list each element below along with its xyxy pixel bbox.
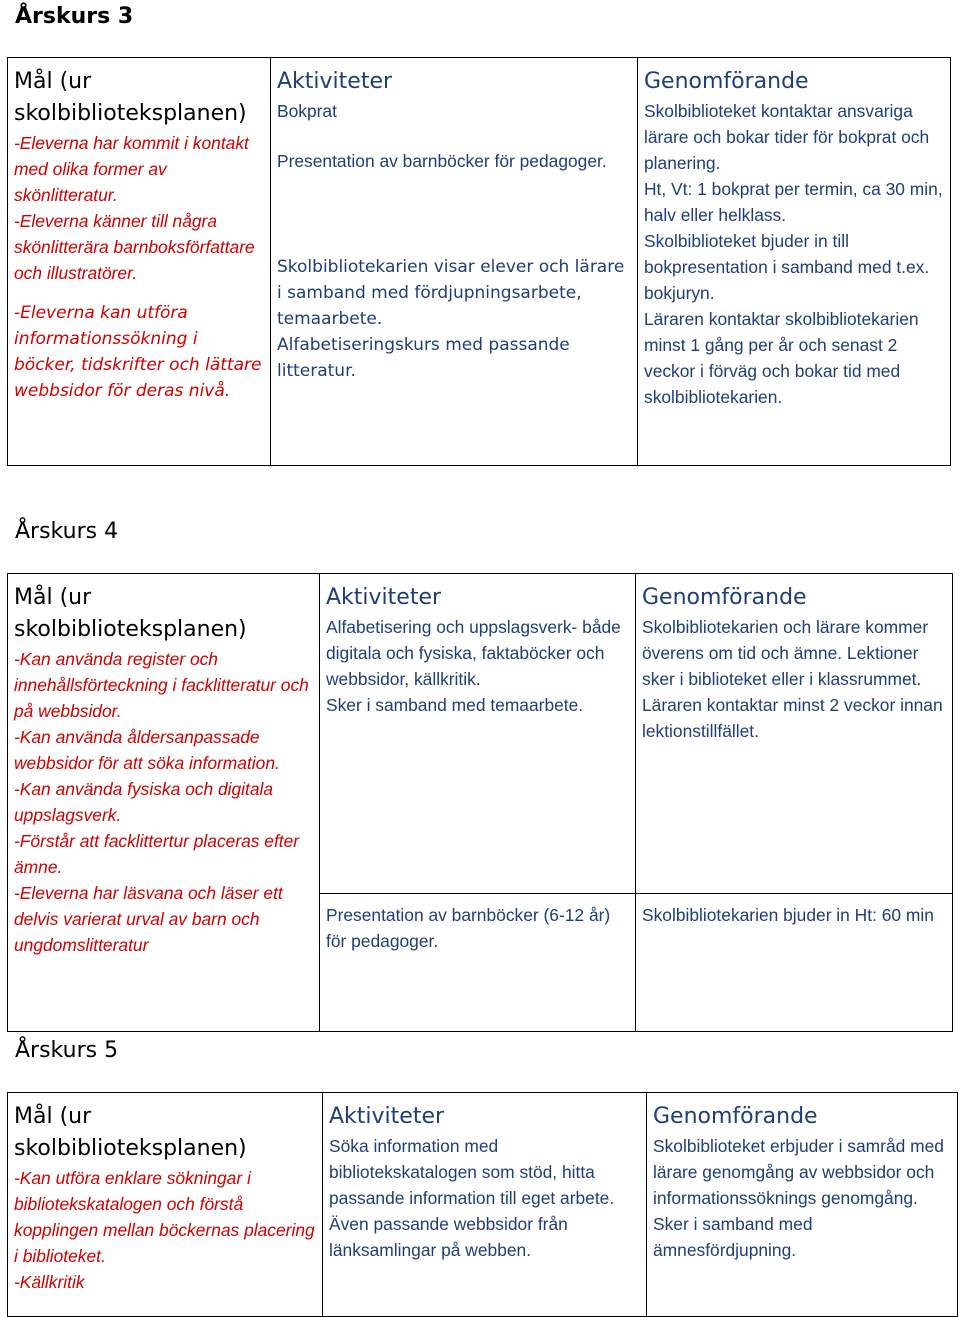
plan-table-ak4 [7, 573, 953, 1032]
goal-cell [8, 1093, 323, 1317]
implementation-cell [638, 58, 951, 466]
implementation-cell [636, 574, 953, 894]
activity-text: Presentation av barnböcker (6-12 år) för pedagoger. [326, 905, 611, 951]
activities-header: Aktiviteter [277, 69, 393, 94]
goal-header: Mål (ur skolbiblioteksplanen) [14, 585, 247, 642]
goal-text: -Kan utföra enklare sökningar i bibliotekskatalogen och förstå kopplingen mellan böckernas placering i biblioteket. -Källkritik [14, 1168, 315, 1292]
implementation-header: Genomförande [653, 1104, 818, 1129]
activities-cell [320, 894, 636, 1032]
activity-text: Alfabetisering och uppslagsverk- både digitala och fysiska, faktaböcker och webbsidor, källkritik. Sker i samband med temaarbete. [326, 617, 621, 715]
table-row [8, 58, 951, 466]
plan-table-ak5 [7, 1092, 958, 1317]
activity-text: Skolbibliotekarien visar elever och lärare i samband med fördjupningsarbete, temaarbete. Alfabetiseringskurs med passande litteratur. [277, 257, 625, 381]
implementation-header: Genomförande [644, 69, 809, 94]
implementation-header: Genomförande [642, 585, 807, 610]
goal-cell [8, 574, 320, 1032]
implementation-cell [636, 894, 953, 1032]
section-title-ak3: Årskurs 3 [15, 4, 134, 29]
activity-text: Bokprat Presentation av barnböcker för pedagoger. [277, 101, 607, 171]
implementation-text: Skolbiblioteket kontaktar ansvariga lärare och bokar tider för bokprat och planering. Ht, Vt: 1 bokprat per termin, ca 30 min, halv eller helklass. Skolbiblioteket bjuder in till bokpresentation i samband med t.ex. bokjuryn. Läraren kontaktar skolbibliotekarien minst 1 gång per år och senast 2 veckor i förväg och bokar tid med skolbibliotekarien. [644, 101, 943, 407]
goal-header: Mål (ur skolbiblioteksplanen) [14, 1104, 247, 1161]
table-row [8, 1093, 958, 1317]
activities-cell [320, 574, 636, 894]
section-title-ak5: Årskurs 5 [15, 1038, 119, 1063]
activities-header: Aktiviteter [329, 1104, 445, 1129]
activities-cell [271, 58, 638, 466]
implementation-cell [647, 1093, 958, 1317]
goal-text: -Kan använda register och innehållsförteckning i facklitteratur och på webbsidor. -Kan använda åldersanpassade webbsidor för att söka information. -Kan använda fysiska och digitala uppslagsverk. -Förstår att facklittertur placeras efter ämne. -Eleverna har läsvana och läser ett delvis varierat urval av barn och ungdomslitteratur [14, 649, 309, 955]
goal-cell [8, 58, 271, 466]
activities-header: Aktiviteter [326, 585, 442, 610]
implementation-text: Skolbibliotekarien och lärare kommer överens om tid och ämne. Lektioner sker i biblioteket eller i klassrummet. Läraren kontaktar minst 2 veckor innan lektionstillfället. [642, 617, 943, 741]
implementation-text: Skolbibliotekarien bjuder in Ht: 60 min [642, 905, 934, 925]
implementation-text: Skolbiblioteket erbjuder i samråd med lärare genomgång av webbsidor och informationssöknings genomgång. Sker i samband med ämnesfördjupning. [653, 1136, 944, 1260]
activities-cell [323, 1093, 647, 1317]
activity-text: Söka information med bibliotekskatalogen som stöd, hitta passande information till eget arbete. Även passande webbsidor från länksamlingar på webben. [329, 1136, 615, 1260]
plan-table-ak3 [7, 57, 951, 466]
goal-text: -Eleverna kan utföra informationssökning i böcker, tidskrifter och lättare webbsidor för deras nivå. [14, 303, 262, 401]
section-title-ak4: Årskurs 4 [15, 519, 119, 544]
goal-text: -Eleverna har kommit i kontakt med olika former av skönlitteratur. -Eleverna känner till några skönlitterära barnboksförfattare och illustratörer. [14, 133, 255, 283]
table-row [8, 574, 953, 894]
goal-header: Mål (ur skolbiblioteksplanen) [14, 69, 247, 126]
